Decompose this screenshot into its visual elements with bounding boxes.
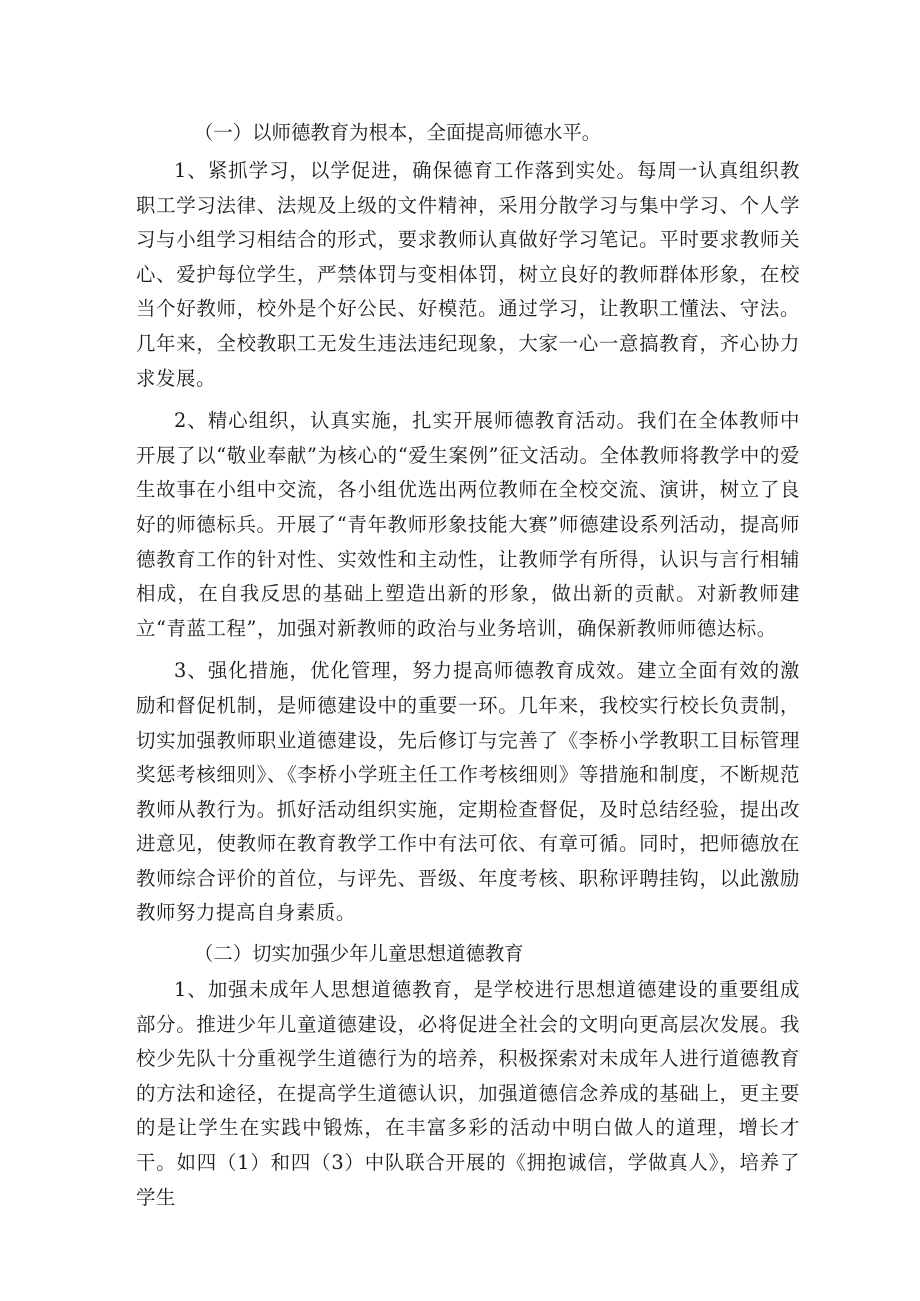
document-body: [136, 112, 800, 1215]
section-heading-1: （一）以师德教育为根本，全面提高师德水平。: [194, 121, 602, 144]
paragraph-4: 1、加强未成年人思想道德教育，是学校进行思想道德建设的重要组成部分。推进少年儿童道德建设，必将促进全社会的文明向更高层次发展。我校少先队十分重视学生道德行为的培养，积极探索对未成年人进行道德教育的方法和途径，在提高学生道德认识，加强道德信念养成的基础上，更主要的是让学生在实践中锻炼，在丰富多彩的活动中明白做人的道理，增长才干。如四（1）和四（3）中队联合开展的《拥抱诚信，学做真人》，培养了学生: [136, 978, 800, 1209]
paragraph-1: 1、紧抓学习，以学促进，确保德育工作落到实处。每周一认真组织教职工学习法律、法规及上级的文件精神，采用分散学习与集中学习、个人学习与小组学习相结合的形式，要求教师认真做好学习笔记。平时要求教师关心、爱护每位学生，严禁体罚与变相体罚，树立良好的教师群体形象，在校当个好教师，校外是个好公民、好模范。通过学习，让教职工懂法、守法。几年来，全校教职工无发生违法违纪现象，大家一心一意搞教育，齐心协力求发展。: [136, 159, 800, 390]
section-heading-2: （二）切实加强少年儿童思想道德教育: [194, 942, 524, 966]
paragraph-2: 2、精心组织，认真实施，扎实开展师德教育活动。我们在全体教师中开展了以“敬业奉献”为核心的“爱生案例”征文活动。全体教师将教学中的爱生故事在小组中交流，各小组优选出两位教师在全校交流、演讲，树立了良好的师德标兵。开展了“青年教师形象技能大赛”师德建设系列活动，提高师德教育工作的针对性、实效性和主动性，让教师学有所得，认识与言行相辅相成，在自我反思的基础上塑造出新的形象，做出新的贡献。对新教师建立“青蓝工程”，加强对新教师的政治与业务培训，确保新教师师德达标。: [136, 409, 800, 640]
paragraph-3: 3、强化措施，优化管理，努力提高师德教育成效。建立全面有效的激励和督促机制，是师德建设中的重要一环。几年来，我校实行校长负责制，切实加强教师职业道德建设，先后修订与完善了《李桥小学教职工目标管理奖惩考核细则》、《李桥小学班主任工作考核细则》等措施和制度，不断规范教师从教行为。抓好活动组织实施，定期检查督促，及时总结经验，提出改进意见，使教师在教育教学工作中有法可依、有章可循。同时，把师德放在教师综合评价的首位，与评先、晋级、年度考核、职称评聘挂钩，以此激励教师努力提高自身素质。: [136, 659, 800, 925]
